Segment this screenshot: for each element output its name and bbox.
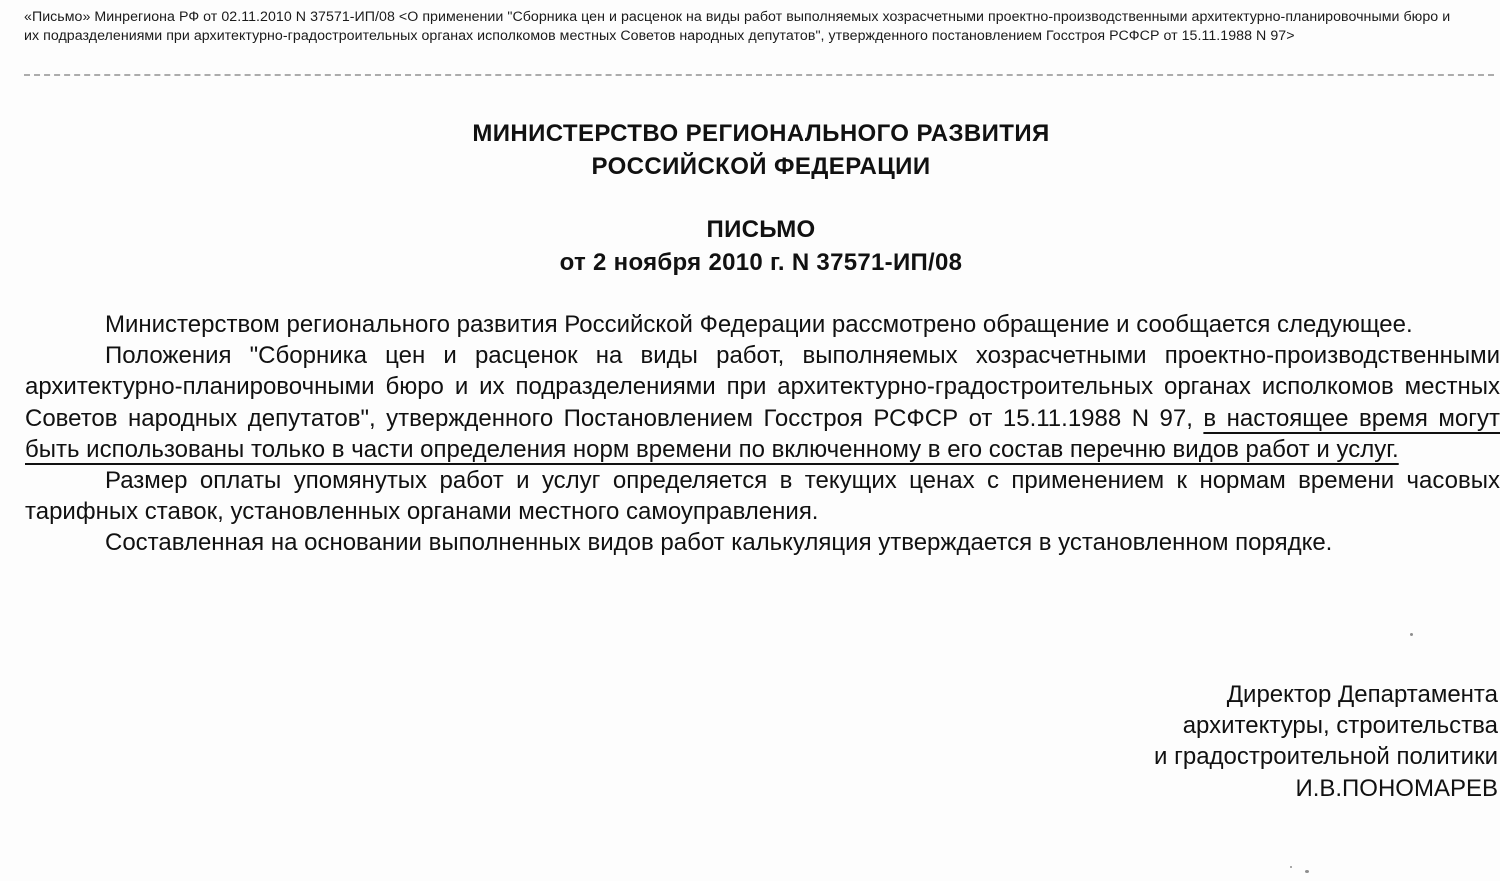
signature-position-line3: и градостроительной политики [1154, 743, 1498, 771]
header-divider [24, 74, 1494, 76]
document-header-note: «Письмо» Минрегиона РФ от 02.11.2010 N 37571-ИП/08 <О применении "Сборника цен и расценок на виды работ выполняемых хозрасчетными проектно-производственными архитектурно-планировочными бюро и их подразделениями при архитектурно-градостроительных органах исполкомов местных Советов народных депутатов", утвержденного постановлением Госстроя РСФСР от 15.11.1988 N 97> [24, 9, 1451, 44]
paragraph-2 [25, 340, 1500, 465]
scan-speck [1305, 870, 1309, 873]
paragraph-1: Министерством регионального развития Российской Федерации рассмотрено обращение и сообщается следующее. [105, 311, 1413, 338]
signatory-name: И.В.ПОНОМАРЕВ [1295, 774, 1498, 802]
paragraph-2-text: Положения "Сборника цен и расценок на виды работ, выполняемых хозрасчетными проектно-производственными архитектурно-планировочными бюро и их подразделениями при архитектурно-градостроительных органах исполкомов местных Советов народных депутатов", утвержденного Постановлением Госстроя РСФСР от 15.11.1988 N 97, [25, 342, 1500, 432]
signature-position-line1: Директор Департамента [1226, 681, 1498, 708]
paragraph-2-underlined-text: в настоящее время могут быть использованы только в части определения норм времени по включенному в его состав перечню видов работ и услуг. [25, 404, 1500, 463]
signature-block [798, 679, 1498, 804]
document-date-number: от 2 ноября 2010 г. N 37571-ИП/08 [559, 249, 963, 276]
paragraph-4: Составленная на основании выполненных видов работ калькуляция утверждается в установленном порядке. [105, 529, 1333, 557]
signature-position-line2: архитектуры, строительства [1182, 712, 1498, 740]
document-type-block [0, 213, 1500, 279]
letter-body [25, 309, 1500, 559]
ministry-title-line1: МИНИСТЕРСТВО РЕГИОНАЛЬНОГО РАЗВИТИЯ [472, 120, 1050, 147]
ministry-title [0, 117, 1500, 183]
scan-speck [1410, 633, 1413, 636]
document-type: ПИСЬМО [706, 216, 816, 243]
scan-speck [1290, 866, 1292, 868]
paragraph-3: Размер оплаты упомянутых работ и услуг определяется в текущих ценах с применением к нормам времени часовых тарифных ставок, установленных органами местного самоуправления. [25, 467, 1500, 526]
ministry-title-line2: РОССИЙСКОЙ ФЕДЕРАЦИИ [591, 153, 931, 180]
